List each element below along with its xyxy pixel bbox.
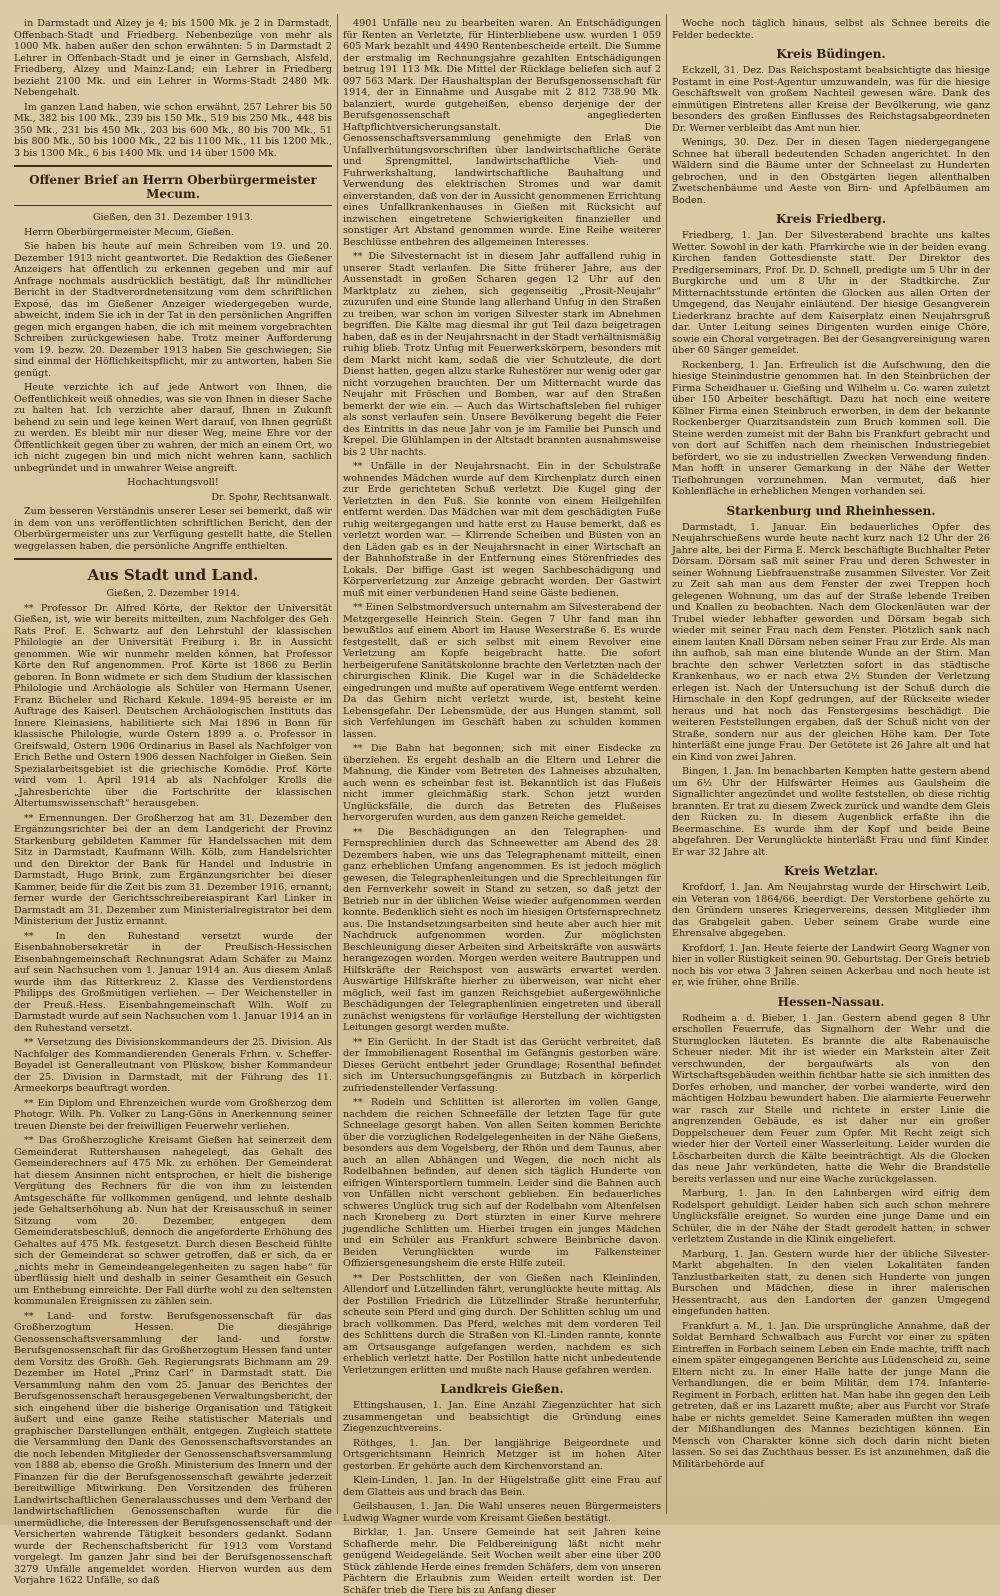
article-paragraph: ** Ernennungen. Der Großherzog hat am 31. Dezember den Ergänzungsrichter bei der an dem Landgericht der Provinz Starkenburg gebildeten Kammer für Handelssachen mit dem Sitz in Darmstadt, Kaufmann Wilh. Kölb, zum Handelsrichter und den Direktor der Bank für Handel und Industrie in Darmstadt, Hugo Brink, zum Ergänzungsrichter bei dieser Kammer, beide für die Zeit bis zum 31. Dezember 1916, ernannt; ferner wurde der Gerichtsschreibereiaspirant Karl Linker in Darmstadt am 31. Dezember zum Ministerialregistrator bei dem Ministerium der Justiz ernannt. <box>14 812 332 927</box>
local-news-item: Eckzell, 31. Dez. Das Reichspostamt beabsichtigte das hiesige Postamt in eine Post-Agentur umzuwandeln, was für die hiesige Geschäftswelt von großem Nachteil gewesen wäre. Dank des einmütigen Eintretens aller Kreise der Bevölkerung, wie ganz besonders des großen Einflusses des Reichstagsabgeordneten Dr. Werner verbleibt das Amt nun hier. <box>672 65 990 134</box>
section-heading: Landkreis Gießen. <box>440 1382 564 1396</box>
section-heading: Hessen-Nassau. <box>777 994 885 1009</box>
local-news-item: Geilshausen, 1. Jan. Die Wahl unseres neuen Bürgermeisters Ludwig Wagner wurde vom Kreisamt Gießen bestätigt. <box>343 1501 661 1524</box>
article-paragraph: ** Der Postschlitten, der von Gießen nach Kleinlinden, Allendorf und Lützellinden fährt, verunglückte heute mittag. Als der Postillon Friedrich die Lützellinder Straße herunterfuhr, scheute sein Pferd und ging durch. Der Schlitten schlug um und brach vollkommen. Das Pferd, welches mit dem vorderen Teil des Schlittens durch die Straßen von Kl.-Linden rannte, konnte am Ortsausgange aufgefangen werden, nachdem es sich erheblich verletzt hatte. Der Postillon hatte nicht unbedeutende Verletzungen erlitten und mußte nach Hause gefahren werden. <box>343 1272 661 1376</box>
local-news-item: Marburg, 1. Jan. In den Lahnbergen wird eifrig dem Rodelsport gehuldigt. Leider haben sich auch schon mehrere Unglücksfälle ereignet. So wurden eine junge Dame und ein Schüler, die in der Nähe der Stadt gerodelt hatten, in schwer verletztem Zustande in die Klinik eingeliefert. <box>672 1188 990 1245</box>
local-news-item: Darmstadt, 1. Januar. Ein bedauerliches Opfer des Neujahrschießens wurde heute nacht kurz nach 12 Uhr der 26 Jahre alte, bei der Firma E. Merck beschäftigte Buchhalter Peter Dörsam. Dörsam saß mit seiner Frau und deren Schwester in seiner Wohnung Liebfrauenstraße zusammen Silvester. Vor Zeit zu Zeit sah man aus dem Fenster der zwei Treppen hoch gelegenen Wohnung, um das auf der Straße lebende Treiben und Knallen zu beobachten. Nach dem Glockenläuten war der Trubel wieder lebhafter geworden und Dörsam begab sich wieder mit seiner Frau nach dem Fenster. Plötzlich sank nach einem lauten Knall Dörsam neben seiner Frau zur Erde. Als man ihn aufhob, sah man eine blutende Wunde an der Stirn. Man brachte den schwer Verletzten sofort in das städtische Krankenhaus, wo er nach etwa 2½ Stunden der Verletzung erlegen ist. Nach der Untersuchung ist der Schuß durch die Hirnschale in den Kopf gedrungen, auf der Rückseite wieder heraus und hat noch das Fenstergesims beschädigt. Die weiteren Feststellungen ergaben, daß der Schuß nicht von der Straße, sondern nur aus der gleichen Höhe kam. Der Tote hinterläßt eine junge Frau. Der Getötete ist 26 Jahre alt und hat ein Kind von zwei Jahren. <box>672 521 990 763</box>
article-paragraph: ** Das Großherzogliche Kreisamt Gießen hat seinerzeit dem Gemeinderat Ruttershausen nahegelegt, das Gehalt des Gemeinderechners auf 475 Mk. zu erhöhen. Der Gemeinderat hat diesem Ansinnen nicht entsprochen, er hielt die bisherige Vergütung des Rechners für die von ihm zu leistenden Amtsgeschäfte für vollkommen genügend, und lehnte deshalb jede Gehaltserhöhung ab. Nun hat der Kreisausschuß in seiner Sitzung vom 20. Dezember, entgegen dem Gemeinderatsbeschluß, dennoch die angeforderte Erhöhung des Gehaltes auf 475 Mk. festgesetzt. Durch diesen Bescheid fühlte sich der Gemeinderat so schwer getroffen, daß er sich, da er „nichts mehr in Gemeindeangelegenheiten zu sagen habe“ für überflüssig hielt und deshalb in seiner Gesamtheit ein Gesuch um Enthebung einreichte. Der Fall dürfte wohl zu den seltensten kommunalen Ereignissen zu zählen sein. <box>14 1135 332 1307</box>
divider <box>14 558 332 560</box>
article-paragraph: 4901 Unfälle neu zu bearbeiten waren. An Entschädigungen für Renten an Verletzte, für Hinterbliebene usw. wurden 1 059 605 Mark bezahlt und 4490 Rentenbescheide erteilt. Die Summe der erstmalig im Rechnungsjahre gezahlten Entschädigungen betrug 191 113 Mk. Die Mittel der Rücklage beliefen sich auf 2 097 563 Mark. Der Haushaltsplan der Berufsgenossenschaft für 1914, der in Einnahme und Ausgabe mit 2 812 738.90 Mk. balanziert, wurde gutgeheißen, ebenso derjenige der der Berufsgenossenschaft angegliederten Haftpflichtversicherungsanstalt. Die Genossenschaftsversammlung genehmigte den Erlaß von Unfallverhütungsvorschriften über landwirtschaftliche Geräte und Sprengmittel, landwirtschaftliche Vieh- und Fuhrwerkshaltung, landwirtschaftliche Bauhaltung und Verwendung des elektrischen Stromes und war damit einverstanden, daß von der in Aussicht genommenen Errichtung eines Unfallkrankenhauses in Gießen mit Rücksicht auf inzwischen eingetretene Schwierigkeiten finanzieller und sonstiger Art Abstand genommen wurde. Eine Reihe weiterer Beschlüsse entbehren des allgemeinen Interesses. <box>343 18 661 248</box>
letter-signature: Dr. Spohr, Rechtsanwalt. <box>211 491 332 503</box>
article-paragraph: ** Versetzung des Divisionskommandeurs der 25. Division. Als Nachfolger des Kommandierenden Generals Frhrn. v. Scheffer-Boyadel ist Generalleutnant von Plüskow, bisher Kommandeur der 25. Division in Darmstadt, mit der Führung des 11. Armeekorps beauftragt worden. <box>14 1037 332 1094</box>
local-news-item: Wenings, 30. Dez. Der in diesen Tagen niedergegangene Schnee hat überall bedeutenden Schaden angerichtet. In den Wäldern sind die Bäume unter der Schneelast zu Hunderten gebrochen, und in den Obstgärten liegen allenthalben Zwetschenbäume und Aeste von Birn- und Apfelbäumen am Boden. <box>672 137 990 206</box>
article-paragraph: ** Unfälle in der Neujahrsnacht. Ein in der Schulstraße wohnendes Mädchen wurde auf dem Kirchenplatz durch einen zur Erde gerichteten Schuß verletzt. Die Kugel ging der Verletzten in den Fuß. Sie konnte von einem Heilgehilfen entfernt werden. Das Mädchen war mit dem geschädigten Fuße ruhig weitergegangen und hatte erst zu Hause bemerkt, daß es verletzt worden war. — Klirrende Scheiben und Büsten von an den Läden gab es in der Neujahrsnacht in einer Wirtschaft an der Bahnhofstraße in der Entfernung eines Störenfriedes des Lokals. Der biffige Gast ist wegen Sachbeschädigung und Körperverletzung zur Anzeige gebracht worden. Der Gastwirt muß mit einer verbundenen Hand seine Gäste bedienen. <box>343 461 661 599</box>
section-heading: Kreis Büdingen. <box>776 47 886 61</box>
article-paragraph: ** Rodeln und Schlitten ist allerorten im vollen Gange, nachdem die reichen Schneefälle der letzten Tage für gute Schneelage gesorgt haben. Von allen Seiten kommen Berichte über die vorzüglichen Rodelgelegenheiten in der Nähe Gießens, besonders aus dem Vogelsberg, der Rhön und dem Taunus, aber auch an allen Abhängen und Wegen, die noch nicht als Rodelbahnen befinden, auf denen sich täglich Hunderte von eifrigen Wintersportlern tummeln. Leider sind die Bahnen auch von Unfällen nicht verschont geblieben. Ein bedauerliches schweres Unglück trug sich auf der Rodelbahn vom Altenfelsen nach Kroneberg zu. Dort stürzten in einer Kurve mehrere jugendliche Schlitten um. Hierbei trugen ein junges Mädchen und ein Schüler aus Frankfurt schwere Beinbrüche davon. Beiden Verunglückten wurde im Falkensteiner Offiziersgenesungsheim die erste Hilfe zuteil. <box>343 1097 661 1269</box>
article-paragraph: ** In den Ruhestand versetzt wurde der Eisenbahnobersekretär in der Preußisch-Hessischen Eisenbahngemeinschaft Rechnungsrat Adam Schäfer zu Mainz auf sein Nachsuchen vom 1. Januar 1914 an. Aus diesem Anlaß wurde ihm das Ritterkreuz 2. Klasse des Verdienstordens Philipps des Großmütigen verliehen. — Der Weichensteller in der Preuß.-Hess. Eisenbahngemeinschaft Wilh. Wolf zu Darmstadt wurde auf sein Nachsuchen vom 1. Januar 1914 an in den Ruhestand versetzt. <box>14 930 332 1034</box>
intro-paragraph: Woche noch täglich hinaus, selbst als Schnee bereits die Felder bedeckte. <box>672 18 990 41</box>
section-title: Aus Stadt und Land. <box>87 566 259 584</box>
column-1 <box>14 18 332 1586</box>
letter-body: Heute verzichte ich auf jede Antwort von Ihnen, die Oeffentlichkeit weiß ohnedies, was sie von Ihnen in dieser Sache zu halten hat. Ich verzichte aber darauf, Ihnen in Zukunft behend zu sein und lege keinen Wert darauf, von Ihnen gegrüßt zu werden. Es bleibt mir nur dieser Weg, meine Ehre vor der Öffentlichkeit gegen über zu wahren, der mich an einem Ort, wo ich nicht zugegen bin und mich nicht wehren kann, sachlich unbegründet und in unwahrer Weise angreift. <box>14 382 332 474</box>
article-paragraph: ** Professor Dr. Alfred Körte, der Rektor der Universität Gießen, ist, wie wir bereits mitteilten, zum Nachfolger des Geh. Rats Prof. E. Schwartz auf den Lehrstuhl der klassischen Philologie an der Universität Freiburg i. Br. in Aussicht genommen. Wie wir nunmehr melden können, hat Professor Körte den Ruf angenommen. Prof. Körte ist 1866 zu Berlin geboren. In Bonn widmete er sich dem Studium der klassischen Philologie und Archäologie als Schüler von Hermann Usener, Franz Bücheler und Richard Kekule. 1894–95 bereiste er im Auftrage des Kaiserl. Deutschen Archäologischen Instituts das Innere Kleinasiens, habilitierte sich Mai 1896 in Bonn für klassische Philologie, wurde Ostern 1899 a. o. Professor in Greifswald, Ostern 1906 Ordinarius in Basel als Nachfolger von Erich Bethe und Ostern 1906 dessen Nachfolger in Gießen. Sein Spezialarbeitsgebiet ist die griechische Komödie. Prof. Körte wird vom 1. April 1914 ab als Nachfolger Krolls die „Jahresberichte über die Fortschritte der klassischen Altertumswissenschaft“ herausgeben. <box>14 602 332 809</box>
local-news-item: Rockenberg, 1. Jan. Erfreulich ist die Aufschwung, den die hiesige Steinindustrie genommen hat. In den Steinbrüchen der Firma Scheidhauer u. Gießing und Wilhelm u. Co. waren zuletzt über 150 Arbeiter beschäftigt. Dazu hat noch eine weitere Kölner Firma einen Steinbruch erworben, in dem der bekannte Rockenberger Quarzitsandstein zum Bruch kommen soll. Die Steine werden zumeist mit der Bahn bis Frankfurt gebracht und von dort auf Schiffen nach dem rheinischen Industriegebiet befördert, wo sie zu industriellen Zwecken Verwendung finden. Man hofft in unserer Gemarkung in der Nähe der Wetter Tiefbohrungen vorzunehmen. Man vermutet, daß hier Kohlenfläche in erheblichen Mengen vorhanden sei. <box>672 359 990 497</box>
local-news-item: Marburg, 1. Jan. Gestern wurde hier der übliche Silvester-Markt abgehalten. In den vielen Lokalitäten fanden Tanzlustbarkeiten statt, zu denen sich Hunderte von jungen Burschen und Mädchen, diese in ihrer malerischen Hessentracht, aus den Landorten der ganzen Umgegend eingefunden hatten. <box>672 1248 990 1317</box>
article-paragraph: ** Die Silvesternacht ist in diesem Jahr auffallend ruhig in unserer Stadt verlaufen. Die Sitte früherer Jahre, aus der Aussenstadt in großen Scharen gegen 12 Uhr auf den Marktplatz zu ziehen, sich gegenseitig „Prosit-Neujahr“ zuzurufen und eine Stunde lang allerhand Unfug in den Straßen zu treiben, war schon im vorigen Silvester stark im Abnehmen begriffen. Die Kälte mag diesmal ihr gut Teil dazu beigetragen haben, daß es in der Neujahrsnacht in der Stadt verhältnismäßig ruhig blieb. Trotz Unfug mit Feuerwerkskörpern, besonders mit dem Markt nicht kam, sodaß die vier Schutzleute, die dort Dienst hatten, gegen allzu starke Ruhestörer nur wenig oder gar nicht vorzugehen brauchten. Der um Mitternacht wurde das Neujahr mit Fröschen und Bomben, war auf den Straßen bemerkt der wie ein. — Auch das Wirtschaftsleben fiel ruhiger als sonst verlaufen sein. Unsere Bevölkerung begeht die Feier des Eintritts in das neue Jahr von je im Familie bei Punsch und Krepel. Die Glühlampen in der Altstadt brannten ausnahmsweise bis 2 Uhr nachts. <box>343 251 661 458</box>
section-heading: Kreis Wetzlar. <box>783 864 879 878</box>
letter-closing: Hochachtungsvoll! <box>127 477 219 488</box>
local-news-item: Frankfurt a. M., 1. Jan. Die ursprüngliche Annahme, daß der Soldat Bernhard Schwalbach aus Furcht vor einer zu späten Eintreffen in Forbach seinem Leben ein Ende machte, trifft nach einem später eingegangenen Berichte aus Lüdenscheid zu, seine Eltern nicht zu. In einer Halle hatte der junge Mann die Verhandlungen, die er beim Militär, dem 174. Infanterie-Regiment in Forbach, erlitten hat. Man habe ihn gegen den Leib getreten, daß er ins Lazarett mußte; aber aus Furcht vor Strafe habe er nichts gemeldet. Seine Kameraden müßten ihn wegen der Mißhandlungen des Mannes bezichtigen können. Ein Mensch von Charakter könne sich doch darin nicht bieten lassen. So sei das Zuchthaus besser. Es ist anzunehmen, daß die Militärbehörde auf <box>672 1320 990 1470</box>
letter-dateline: Gießen, den 31. Dezember 1913. <box>92 212 254 223</box>
section-heading: Starkenburg und Rheinhessen. <box>726 503 936 518</box>
article-paragraph: ** Ein Diplom und Ehrenzeichen wurde vom Großherzog dem Photogr. Wilh. Ph. Volker zu Lang-Göns in Anerkennung seiner treuen Dienste bei der freiwilligen Feuerwehr verliehen. <box>14 1097 332 1132</box>
column-rule <box>666 14 667 1514</box>
article-paragraph: ** Die Bahn hat begonnen, sich mit einer Eisdecke zu überziehen. Es ergeht deshalb an die Eltern und Lehrer die Mahnung, die Kinder vom Betreten des Lahneises abzuhalten, auch wenn es scheinbar fest ist. Bekanntlich ist das Flußeis nicht immer gleichmäßig stark. Schon jetzt wurden Unglücksfälle, die durch das Betreten des Flußeises hervorgerufen wurden, aus dem ganzen Reiche gemeldet. <box>343 743 661 823</box>
article-paragraph: ** Land- und forstw. Berufsgenossenschaft für das Großherzogtum Hessen. Die diesjährige Genossenschaftsversammlung der land- und forstw. Berufsgenossenschaft für das Großherzogtum Hessen fand unter dem Vorsitz des Großh. Geh. Regierungsrats Bichmann am 29. Dezember im Hotel „Prinz Carl“ in Darmstadt statt. Die Versammlung nahm den vom 25. Januar des Berichtes der Berufsgenossenschaft herausgegebenen Verwaltungsbericht, der sich eingehend über die bisherige Organisation und Tätigkeit äußert und eine ganze Reihe statistischer Materials und graphischer Darstellungen enthält, entgegen. Zugleich stattete die Versammlung den Dank des Genossenschaftsvorstandes an die noch lebenden Mitglieder der Genossenschaftsversammlung von 1888 ab, ebenso die Großh. Ministerium des Innern und der Finanzen für die der Berufsgenossenschaft gewährte jederzeit bereitwillige Mitwirkung. Den Vorsitzenden des früheren Landwirtschaftlichen Generalausschusses und dem Verband der landwirtschaftlichen Genossenschaften wurde für die unermüdliche, die Interessen der Berufsgenossenschaft und der Versicherten wahrende Tätigkeit besonders gedankt. Sodann wurde der Rechenschaftsbericht für 1913 vom Vorstand vorgelegt. Im ganzen Jahr sind bei der Berufsgenossenschaft 3279 Unfälle angemeldet worden. Hiervon wurden aus dem Vorjahre 1622 Unfälle, so daß <box>14 1310 332 1586</box>
letter-note: Zum besseren Verständnis unserer Leser sei bemerkt, daß wir in dem von uns veröffentlichten schriftlichen Bericht, den der Oberbürgermeister uns zur Verfügung gestellt hatte, die Stellen weggelassen haben, die persönliche Angriffe enthielten. <box>14 506 332 552</box>
letter-title: Offener Brief an Herrn Oberbürgermeister Mecum. <box>29 173 317 201</box>
local-news-item: Röthges, 1. Jan. Der langjährige Beigeordnete und Ortsgerichtsmann Heinrich Metzger ist im hohen Alter gestorben. Er gehörte auch dem Kirchenvorstand an. <box>343 1437 661 1472</box>
intro-paragraph: in Darmstadt und Alzey je 4; bis 1500 Mk. je 2 in Darmstadt, Offenbach-Stadt und Friedberg. Nebenbezüge von mehr als 1000 Mk. haben außer den schon erwähnten: 5 in Darmstadt 2 Lehrer in Offenbach-Stadt und je einer in Gernsbach, Alsfeld, Friedberg, Alzey und Mainz-Land; ein Lehrer in Friedberg bezieht 2100 Mk. und ein Lehrer in Worms-Stadt 2480 Mk. Nebengehalt. <box>14 18 332 98</box>
local-news-item: Krofdorf, 1. Jan. Am Neujahrstag wurde der Hirschwirt Leib, ein Veteran von 1864/66, beerdigt. Der Verstorbene gehörte zu den Gründern unseres Kriegervereins, dessen Mitglieder ihm das Grabgeleit gaben. Ueber seinem Grabe wurde eine Ehrensalve abgegeben. <box>672 882 990 939</box>
local-news-item: Birklar, 1. Jan. Unsere Gemeinde hat seit Jahren keine Schafherde mehr. Die Feldbereinigung läßt nicht mehr genügend Weidegelände. Seit Wochen weilt aber eine über 200 Stück zählende Herde eines fremden Schäfers, dem von unseren Pächtern die Erlaubnis zum Weiden erteilt worden ist. Der Schäfer trieb die Tiere bis zu Anfang dieser <box>343 1527 661 1596</box>
local-news-item: Friedberg, 1. Jan. Der Silvesterabend brachte uns kaltes Wetter. Sowohl in der kath. Pfarrkirche wie in der beiden evang. Kirchen fanden Gottesdienste statt. Der Direktor des Predigerseminars, Prof. Dr. D. Schnell, predigte um 5 Uhr in der Burgkirche und um 8 Uhr in der Stadtkirche. Zur Mitternachtsstunde ertönten die Glocken aus allen Orten der Umgegend, das Neujahr einläutend. Der hiesige Gesangverein Liederkranz brachte auf dem Kaiserplatz einen Neujahrsgruß dar. Unter Leitung seines Dirigenten wurden einige Chöre, sowie ein Choral vorgetragen. Bei der Gesangvereinigung waren über 60 Sänger gemeldet. <box>672 230 990 356</box>
section-heading: Kreis Friedberg. <box>775 212 886 226</box>
column-3 <box>672 18 990 1508</box>
intro-paragraph: Im ganzen Land haben, wie schon erwähnt, 257 Lehrer bis 50 Mk., 382 bis 100 Mk., 239 bis 150 Mk., 519 bis 250 Mk., 448 bis 350 Mk., 231 bis 450 Mk., 203 bis 600 Mk., 80 bis 700 Mk., 51 bis 800 Mk., 50 bis 1000 Mk., 22 bis 1100 Mk., 11 bis 1200 Mk., 3 bis 1300 Mk., 6 bis 1400 Mk. und 14 über 1500 Mk. <box>14 101 332 159</box>
local-news-item: Ettingshausen, 1. Jan. Eine Anzahl Ziegenzüchter hat sich zusammengetan und beabsichtigt die Gründung eines Ziegenzuchtvereins. <box>343 1400 661 1434</box>
divider <box>14 165 332 167</box>
column-2 <box>343 18 661 1596</box>
divider <box>14 205 332 206</box>
local-news-item: Rodheim a. d. Bieber, 1. Jan. Gestern abend gegen 8 Uhr erschollen Feuerrufe, das Signalhorn der Wehr und die Sturmglocken läuteten. Es brannte die alte Rabenauische Scheuer nieder. Mit ihr ist wieder ein Markstein alter Zeit verschwunden, der bergaufwärts als von den Wirtschaftsgebäuden weithin fichtbar hatte sie sich inmitten des Dorfes erhoben, und mancher, der vorbei wanderte, wird den mächtigen Holzbau bewundert haben. Die alarmierte Feuerwehr war rasch zur Stelle und richtete in erster Linie die angrenzenden Gebäude, es ist daher nur ein großer Doppelscheuer dem Feuer zum Opfer. Mit Recht zeigt sich wieder hier der Vorteil einer Wasserleitung. Leider wurden die Löscharbeiten durch die Kälte beeinträchtigt. Als die Glocken das neue Jahr verkündeten, hatte die Wehr die Brandstelle bereits verlassen und nur eine Wache zurückgelassen. <box>672 1012 990 1185</box>
article-paragraph: ** Die Beschädigungen an den Telegraphen- und Fernsprechlinien durch das Schneewetter am Abend des 28. Dezembers haben, wie uns das Telegraphenamt mitteilt, einen ganz erheblichen Umfang angenommen. Es ist jedoch möglich gewesen, die Telegraphenleitungen und die Sprechleitungen für den Fernverkehr soweit in Stand zu setzen, so daß jetzt der Betrieb nur in der üblichen Weise wieder aufgenommen werden konnte. Bedenklich sieht es noch im hiesigen Ortsfernsprechnetz aus. Die Instandsetzungsarbeiten sind heute aber auch hier mit Nachdruck aufgenommen worden. Zur möglichsten Beschleunigung dieser Arbeiten sind Arbeitskräfte von auswärts herangezogen worden. Morgen werden weitere Bautruppen und Hilfskräfte der Reichspost von auswärts erwartet werden. Auswärtige Hilfskräfte hierher zu überweisen, war nicht eher möglich, weil fast im ganzen Reichsgebiet außergewöhnliche Beschädigungen der Telegraphenlinien eingetreten und überall zunächst wenigstens für vorläufige Herstellung der wichtigsten Leitungen gesorgt werden mußte. <box>343 826 661 1033</box>
column-rule <box>337 14 338 1514</box>
letter-salutation: Herrn Oberbürgermeister Mecum, Gießen. <box>24 226 234 238</box>
article-paragraph: ** Einen Selbstmordversuch unternahm am Silvesterabend der Metzgergeselle Heinrich Stein. Gegen 7 Uhr fand man ihn bewußtlos auf einem Abort im Hause Weserstraße 6. Es wurde festgestellt, daß er sich selbst mit einem Revolver eine Verletzung am Kopfe beigebracht hatte. Die sofort herbeigerufene Sanitätskolonne brachte den Verletzten nach der chirurgischen Klinik. Die Kugel war in die Schädeldecke eingedrungen und mußte auf operativem Wege entfernt werden. Da das Gehirn nicht verletzt wurde, ist, besteht keine Lebensgefahr. Der Lebensmüde, der aus Hungen stammt, soll sich Verfehlungen im Geschäft haben zu schulden kommen lassen. <box>343 602 661 740</box>
local-news-item: Bingen, 1. Jan. Im benachbarten Kempten hatte gestern abend um 6½ Uhr der Hilfswärter Heimes aus Gaulsheim die Signallichter angezündet und wollte feststellen, ob diese richtig brannten. Er trat zu diesem Zweck zurück und wandte dem Gleis den Rücken zu. In diesem Augenblick erfaßte ihn die Beermaschine. Es wurde ihm der Kopf und beide Beine abgefahren. Der Verunglückte hinterläßt Frau und fünf Kinder. Er war 32 Jahre alt. <box>672 766 991 858</box>
article-paragraph: ** Ein Gerücht. In der Stadt ist das Gerücht verbreitet, daß der Immobilienagent Rosenthal im Gefängnis gestorben wäre. Dieses Gerücht entbehrt jeder Grundlage; Rosenthal befindet sich im Untersuchungsgefängnis zu Butzbach in körperlich zufriedenstellender Verfassung. <box>343 1036 661 1094</box>
local-news-item: Klein-Linden, 1. Jan. In der Hügelstraße glitt eine Frau auf dem Glatteis aus und brach das Bein. <box>343 1475 661 1498</box>
local-news-item: Krofdorf, 1. Jan. Heute feierte der Landwirt Georg Wagner von hier in voller Rüstigkeit seinen 90. Geburtstag. Der Greis betrieb noch bis vor etwa 3 Jahren seinen Ackerbau und noch heute ist er, wie früher, ohne Brille. <box>672 942 990 988</box>
letter-body: Sie haben bis heute auf mein Schreiben vom 19. und 20. Dezember 1913 nicht geantwortet. Die Redaktion des Gießener Anzeigers hat öffentlich zu erkennen gegeben und mir auf Anfrage nochmals ausdrücklich bestätigt, daß Ihr mündlicher Bericht in der Stadtverordnetensitzung vom dem schriftlichen Exposé, das im Gießener Anzeiger wiedergegeben wurde, abweicht, indem Sie ich in der Tat in den persönlichen Angriffen gegen mich ergangen haben, die ich mit meinem vorgebrachten Schreiben zurückgewiesen habe. Trotz meiner Aufforderung vom 19. bezw. 20. Dezember 1913 haben Sie geschwiegen; Sie sind einmal der Höflichkeitspflicht, mir zu antworten, haben Sie genügt. <box>14 241 332 379</box>
section-dateline: Gießen, 2. Dezember 1914. <box>106 588 240 599</box>
